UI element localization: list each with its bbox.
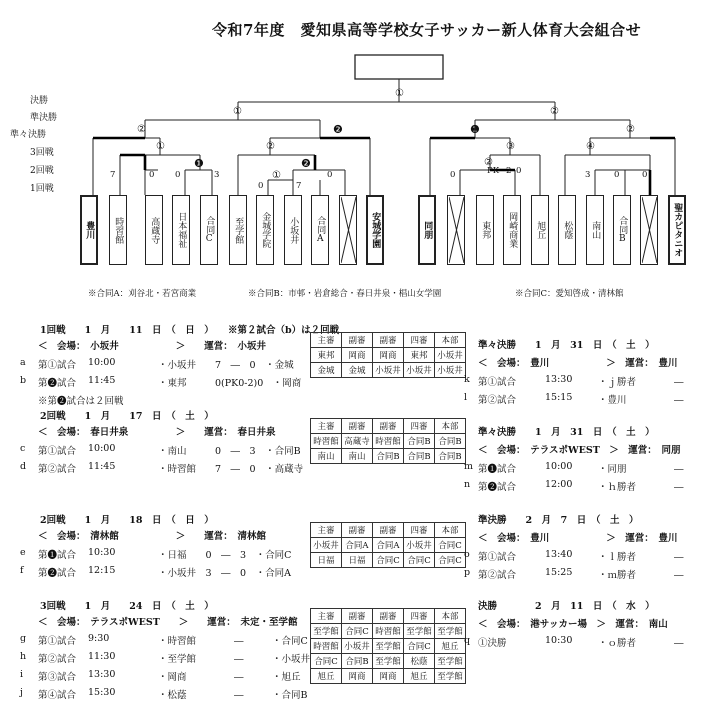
referee-cell: 旭丘 [435, 639, 466, 654]
referee-cell: 合同C [373, 553, 404, 568]
team-box [311, 195, 329, 265]
match-game: ・同朋 ― [598, 464, 684, 475]
match-id: j [20, 687, 23, 698]
match-number: 第②試合 [478, 395, 517, 406]
team-name: 時習館 [113, 216, 124, 244]
referee-cell: 旭丘 [311, 669, 342, 684]
score: 0 [614, 170, 620, 180]
referee-cell: 時習館 [373, 434, 404, 449]
team-name: 小坂井 [288, 216, 299, 244]
section-heading: 1回戦 1 月 11 日 （ 日 ） ※第２試合（b）は２回戦 [40, 325, 340, 336]
referee-cell: 至学館 [435, 654, 466, 669]
referee-table [310, 332, 466, 378]
section-venue: ＜ 会場： 豊川 ＞ 運営： 豊川 [478, 533, 678, 544]
referee-cell: 至学館 [373, 654, 404, 669]
match-game: ・松蔭 ― ・合同B [158, 690, 308, 701]
match-id: a [20, 357, 26, 368]
match-number: 第②試合 [478, 570, 517, 581]
match-number: 第❷試合 [478, 482, 517, 493]
referee-cell: 合同C [404, 553, 435, 568]
section-venue: ＜ 会場： 清林館 ＞ 運営： 清林館 [38, 531, 267, 542]
referee-cell: 時習館 [311, 434, 342, 449]
match-game: ・ｈ勝者 ― [598, 482, 684, 493]
match-game: ・小坂井 3 ― 0 ・合同A [158, 568, 291, 579]
match-number: 第①試合 [38, 360, 77, 371]
team-name: 松蔭 [562, 221, 573, 239]
referee-cell: 小坂井 [435, 363, 466, 378]
score: 0 [516, 166, 522, 176]
score: 3 [214, 170, 220, 180]
referee-cell: 金城 [342, 363, 373, 378]
round-label-r1: 1回戦 [30, 184, 54, 194]
referee-cell: 合同B [404, 434, 435, 449]
match-time: 15:15 [545, 392, 573, 403]
team-box [284, 195, 302, 265]
referee-cell: 時習館 [311, 639, 342, 654]
referee-table [310, 418, 466, 464]
referee-cell: 合同A [373, 538, 404, 553]
referee-cell: 金城 [311, 363, 342, 378]
referee-header: 主審 [311, 609, 342, 624]
mark-semi-left: ① [233, 106, 242, 117]
team-box [256, 195, 274, 265]
round-label-r2: 2回戦 [30, 166, 54, 176]
section-heading: 準決勝 2 月 7 日 （ 土 ） [478, 515, 639, 526]
score: 0 [327, 170, 333, 180]
team-box [200, 195, 218, 265]
referee-header: 主審 [311, 419, 342, 434]
page-title: 令和7年度 愛知県高等学校女子サッカー新人体育大会組合せ [212, 21, 642, 39]
match-time: 12:00 [545, 479, 573, 490]
score: 0 [450, 170, 456, 180]
referee-cell: 合同B [435, 449, 466, 464]
match-id: h [20, 651, 27, 662]
mark-qf-right-1: ❶ [470, 123, 480, 136]
match-id: e [20, 547, 26, 558]
team-name: 合同B [617, 216, 628, 244]
mark-r2-3: ① [272, 170, 281, 181]
match-number: 第①試合 [478, 377, 517, 388]
referee-cell: 小坂井 [342, 639, 373, 654]
mark-qf-left-1: ② [137, 124, 146, 135]
team-box [145, 195, 163, 265]
match-number: 第②試合 [38, 654, 77, 665]
match-time: 10:30 [545, 635, 573, 646]
team-box [366, 195, 384, 265]
match-game: ・南山 0 ― 3 ・合同B [158, 446, 301, 457]
referee-cell: 岡商 [373, 348, 404, 363]
referee-header: 副審 [342, 523, 373, 538]
mark-r3-3: ③ [506, 141, 515, 152]
match-game: ・ｍ勝者 ― [598, 570, 684, 581]
referee-cell: 合同C [342, 624, 373, 639]
section-heading: 3回戦 1 月 24 日 （ 土 ） [40, 601, 214, 612]
match-id: c [20, 443, 26, 454]
match-number: ①決勝 [478, 638, 507, 649]
match-game: ・ｊ勝者 ― [598, 377, 684, 388]
match-id: d [20, 461, 27, 472]
mark-final: ① [395, 88, 404, 99]
section-heading: 決勝 2 月 11 日 （ 水 ） [478, 601, 655, 612]
team-name: 聖カピタニオ [672, 203, 683, 257]
match-number: 第①試合 [38, 636, 77, 647]
referee-header: 副審 [373, 333, 404, 348]
team-name: 東邦 [480, 221, 491, 239]
empty-slot-cross [341, 197, 356, 263]
referee-cell: 合同A [342, 538, 373, 553]
referee-header: 四審 [404, 419, 435, 434]
match-number: 第③試合 [38, 672, 77, 683]
team-box [640, 195, 658, 265]
team-box [586, 195, 604, 265]
round-label-semi: 準決勝 [30, 113, 58, 123]
match-time: 10:00 [88, 443, 116, 454]
match-id: l [464, 392, 468, 403]
referee-cell: 松蔭 [404, 654, 435, 669]
team-box [558, 195, 576, 265]
section-venue: ＜ 会場： テラスポWEST ＞ 運営： 同朋 [478, 445, 681, 456]
referee-header: 四審 [404, 609, 435, 624]
section-venue: ＜ 会場： テラスポWEST ＞ 運営： 未定・至学館 [38, 617, 298, 628]
score: 0 [642, 170, 648, 180]
team-box [172, 195, 190, 265]
team-name: 至学館 [233, 216, 244, 244]
mark-r3-2: ② [266, 141, 275, 152]
match-time: 11:45 [88, 375, 116, 386]
referee-header: 副審 [342, 609, 373, 624]
referee-cell: 小坂井 [435, 348, 466, 363]
empty-slot-cross [449, 197, 464, 263]
score: 0 [149, 170, 155, 180]
mark-semi-right: ② [550, 106, 559, 117]
referee-header: 本部 [435, 523, 466, 538]
referee-header: 本部 [435, 419, 466, 434]
score: 7 [110, 170, 116, 180]
match-time: 15:30 [88, 687, 116, 698]
match-time: 10:00 [545, 461, 573, 472]
match-time: 13:40 [545, 549, 573, 560]
referee-cell: 岡商 [342, 669, 373, 684]
referee-cell: 至学館 [373, 639, 404, 654]
empty-slot-cross [642, 197, 657, 263]
team-box [613, 195, 631, 265]
match-id: b [20, 375, 27, 386]
mark-pk: PK [487, 166, 500, 176]
note-godo-b: ※合同B：市邨・岩倉総合・春日井泉・椙山女学園 [248, 289, 442, 299]
team-box [668, 195, 686, 265]
referee-cell: 至学館 [311, 624, 342, 639]
mark-qf-left-2: ❷ [333, 123, 343, 136]
referee-cell: 小坂井 [404, 538, 435, 553]
referee-header: 副審 [373, 609, 404, 624]
team-name: 高蔵寺 [149, 216, 160, 244]
team-name: 金城学院 [260, 212, 271, 248]
match-number: 第②試合 [38, 464, 77, 475]
match-id: k [464, 374, 470, 385]
referee-cell: 至学館 [435, 624, 466, 639]
team-box [476, 195, 494, 265]
team-box [109, 195, 127, 265]
section-venue: ＜ 会場： 港サッカー場 ＞ 運営： 南山 [478, 619, 668, 630]
team-box [418, 195, 436, 265]
team-name: 豊川 [84, 221, 95, 239]
referee-cell: 小坂井 [404, 363, 435, 378]
team-box [531, 195, 549, 265]
referee-cell: 合同C [404, 639, 435, 654]
referee-header: 主審 [311, 333, 342, 348]
match-time: 12:15 [88, 565, 116, 576]
match-game: ・岡商 ― ・旭丘 [158, 672, 301, 683]
referee-cell: 時習館 [373, 624, 404, 639]
team-name: 日本福祉 [176, 212, 187, 248]
match-game: ・ｌ勝者 ― [598, 552, 684, 563]
match-number: 第①試合 [38, 446, 77, 457]
referee-cell: 合同B [435, 434, 466, 449]
match-id: p [464, 567, 471, 578]
match-id: n [464, 479, 471, 490]
match-time: 10:00 [88, 357, 116, 368]
match-id: g [20, 633, 27, 644]
match-id: q [464, 635, 471, 646]
referee-cell: 岡商 [373, 669, 404, 684]
referee-header: 本部 [435, 609, 466, 624]
match-number: 第❷試合 [38, 378, 77, 389]
referee-header: 副審 [342, 419, 373, 434]
match-id: i [20, 669, 24, 680]
referee-cell: 小坂井 [373, 363, 404, 378]
referee-table [310, 608, 466, 684]
match-time: 15:25 [545, 567, 573, 578]
referee-cell: 南山 [311, 449, 342, 464]
mark-r2-2: ❷ [301, 157, 311, 170]
referee-cell: 南山 [342, 449, 373, 464]
team-name: 安城学園 [370, 212, 381, 248]
bracket-lines [0, 0, 714, 300]
team-box [503, 195, 521, 265]
note-godo-c: ※合同C：愛知啓成・清林館 [515, 289, 624, 299]
match-time: 11:45 [88, 461, 116, 472]
note-godo-a: ※合同A：刈谷北・若宮商業 [88, 289, 197, 299]
section-venue: ＜ 会場： 豊川 ＞ 運営： 豊川 [478, 358, 678, 369]
round-label-qf: 準々決勝 [10, 130, 47, 140]
mark-r3-4: ④ [586, 141, 595, 152]
match-number: 第❶試合 [478, 464, 517, 475]
team-box [339, 195, 357, 265]
match-game: ・時習館 ― ・合同C [158, 636, 308, 647]
referee-cell: 至学館 [404, 624, 435, 639]
section-venue: ＜ 会場： 春日井泉 ＞ 運営： 春日井泉 [38, 427, 276, 438]
section-heading: 準々決勝 1 月 31 日 （ 土 ） [478, 340, 655, 351]
referee-cell: 日福 [311, 553, 342, 568]
match-number: 第❷試合 [38, 568, 77, 579]
referee-header: 四審 [404, 333, 435, 348]
match-number: 第①試合 [478, 552, 517, 563]
referee-header: 副審 [373, 419, 404, 434]
round-label-r3: 3回戦 [30, 148, 54, 158]
team-box [229, 195, 247, 265]
match-game: ・時習館 7 ― 0 ・高蔵寺 [158, 464, 304, 475]
referee-header: 四審 [404, 523, 435, 538]
match-id: f [20, 565, 24, 576]
match-game: ・日福 0 ― 3 ・合同C [158, 550, 292, 561]
referee-header: 本部 [435, 333, 466, 348]
match-game: ・豊川 ― [598, 395, 684, 406]
referee-table [310, 522, 466, 568]
section-heading: 2回戦 1 月 17 日 （ 土 ） [40, 411, 214, 422]
score: 3 [585, 170, 591, 180]
match-id: o [464, 549, 470, 560]
section-heading: 準々決勝 1 月 31 日 （ 土 ） [478, 427, 655, 438]
score: 0 [258, 181, 264, 191]
referee-cell: 合同C [435, 538, 466, 553]
referee-cell: 東邦 [404, 348, 435, 363]
team-name: 合同C [204, 216, 215, 244]
referee-cell: 合同C [311, 654, 342, 669]
match-id: m [464, 461, 474, 472]
team-box [80, 195, 98, 265]
team-name: 岡崎商業 [507, 212, 518, 248]
match-game: ・小坂井 7 ― 0 ・金城 [158, 360, 294, 371]
referee-cell: 岡商 [342, 348, 373, 363]
team-box [447, 195, 465, 265]
referee-cell: 合同B [404, 449, 435, 464]
match-time: 13:30 [545, 374, 573, 385]
section-note: ※第❷試合は２回戦 [38, 396, 124, 407]
referee-cell: 東邦 [311, 348, 342, 363]
match-time: 13:30 [88, 669, 116, 680]
mark-r3-1: ① [156, 141, 165, 152]
match-game: ・至学館 ― ・小坂井 [158, 654, 311, 665]
team-name: 同朋 [422, 221, 433, 239]
referee-header: 副審 [373, 523, 404, 538]
mark-r2-1: ❶ [194, 157, 204, 170]
match-number: 第❶試合 [38, 550, 77, 561]
team-name: 合同A [315, 216, 326, 244]
team-name: 旭丘 [535, 221, 546, 239]
referee-cell: 高蔵寺 [342, 434, 373, 449]
match-number: 第④試合 [38, 690, 77, 701]
match-game: ・ｏ勝者 ― [598, 638, 684, 649]
referee-header: 副審 [342, 333, 373, 348]
referee-cell: 至学館 [435, 669, 466, 684]
referee-cell: 旭丘 [404, 669, 435, 684]
match-time: 11:30 [88, 651, 116, 662]
score: 2 [506, 166, 512, 176]
referee-cell: 小坂井 [311, 538, 342, 553]
referee-cell: 合同C [435, 553, 466, 568]
section-heading: 2回戦 1 月 18 日 （ 日 ） [40, 515, 214, 526]
round-label-final: 決勝 [30, 96, 49, 106]
score: 7 [296, 181, 302, 191]
match-time: 10:30 [88, 547, 116, 558]
referee-header: 主審 [311, 523, 342, 538]
match-time: 9:30 [88, 633, 110, 644]
mark-qf-right-2: ② [626, 124, 635, 135]
section-venue: ＜ 会場： 小坂井 ＞ 運営： 小坂井 [38, 341, 267, 352]
referee-cell: 日福 [342, 553, 373, 568]
team-name: 南山 [590, 221, 601, 239]
mark-r2-4: ② [484, 157, 493, 168]
referee-cell: 合同B [342, 654, 373, 669]
match-game: ・東邦 0(PK0-2)0 ・岡商 [158, 378, 302, 389]
referee-cell: 合同B [373, 449, 404, 464]
score: 0 [175, 170, 181, 180]
